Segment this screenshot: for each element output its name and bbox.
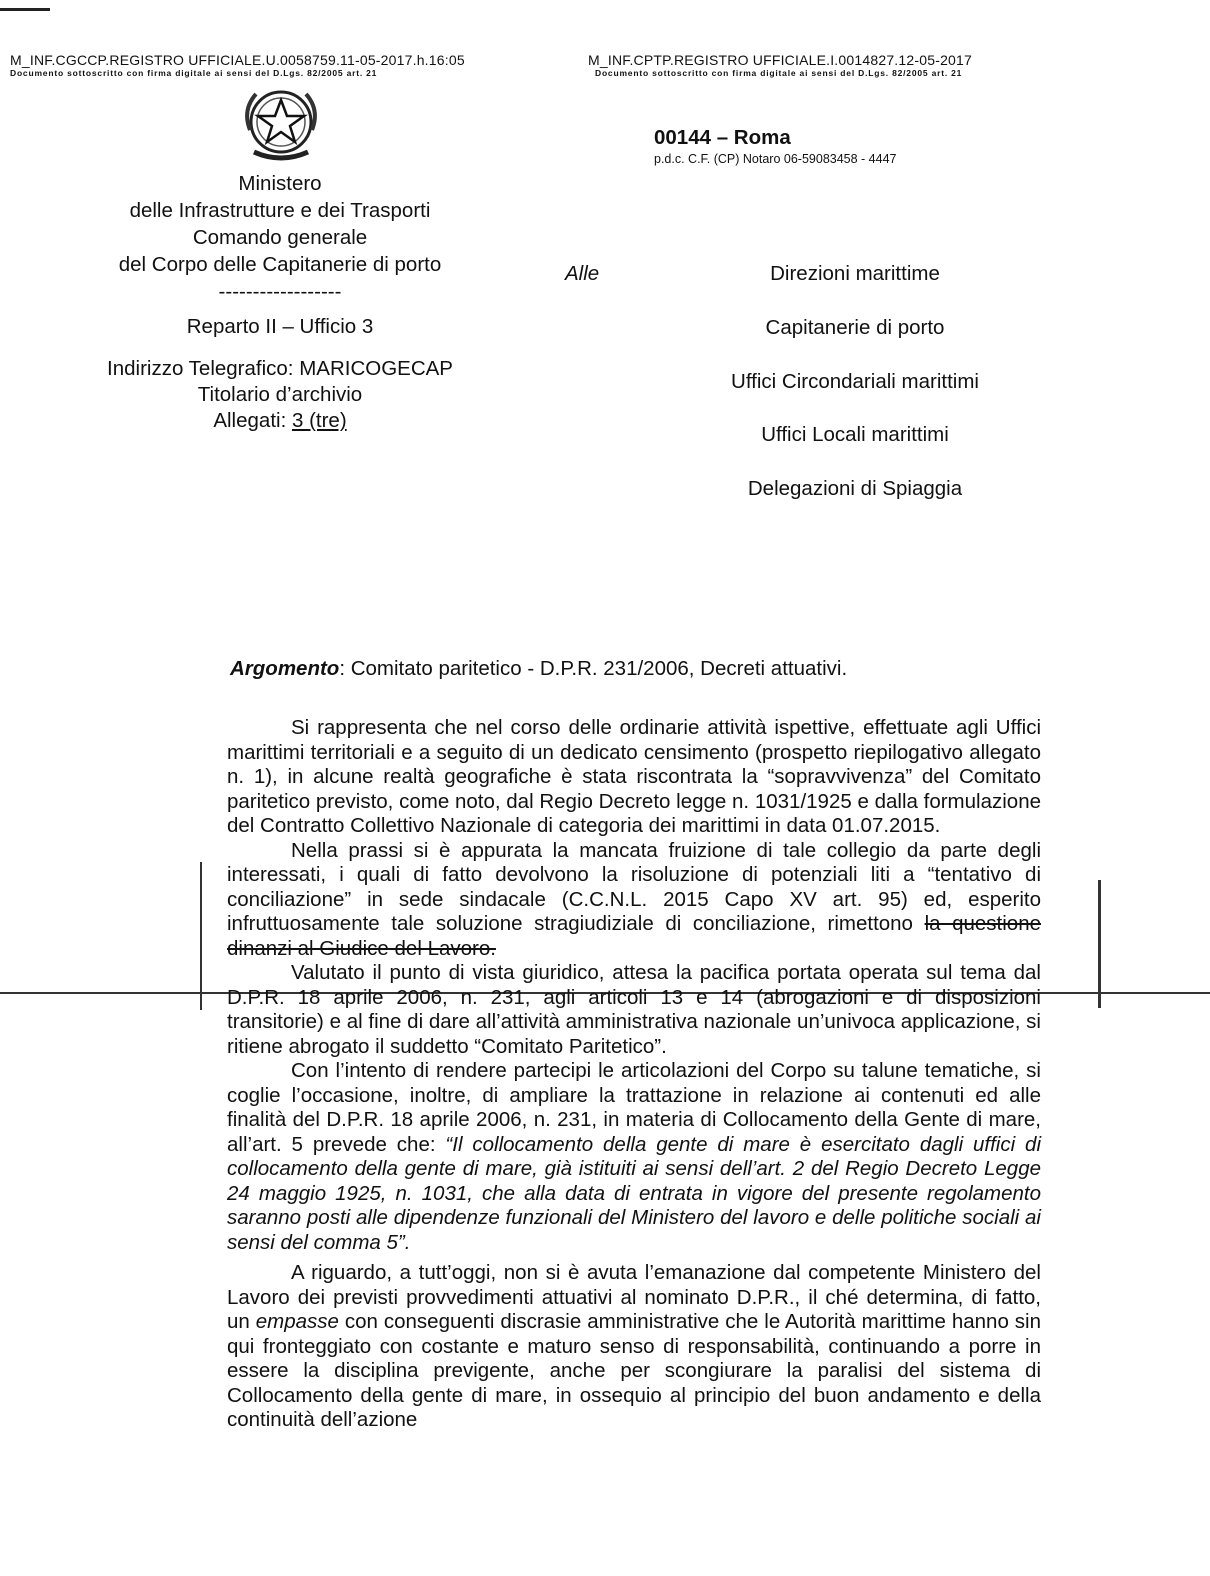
telegraph-address: Indirizzo Telegrafico: MARICOGECAP bbox=[107, 357, 453, 380]
subject-text: : Comitato paritetico - D.P.R. 231/2006, Decreti attuativi. bbox=[339, 657, 848, 680]
body-paragraph-4 bbox=[227, 1059, 1041, 1255]
sender-divider: ------------------ bbox=[218, 280, 342, 303]
sender-details bbox=[60, 356, 500, 434]
letter-body bbox=[227, 716, 1041, 1433]
left-registry-stamp: M_INF.CGCCP.REGISTRO UFFICIALE.U.0058759.11-05-2017.h.16:05 bbox=[10, 52, 465, 68]
city-header: 00144 – Roma bbox=[654, 126, 791, 149]
recipient-item: Uffici Locali marittimi bbox=[761, 423, 949, 446]
ministry-line: Ministero bbox=[238, 172, 322, 195]
right-signature-note: Documento sottoscritto con firma digitale ai sensi del D.Lgs. 82/2005 art. 21 bbox=[595, 68, 963, 78]
body-paragraph-3: Valutato il punto di vista giuridico, attesa la pacifica portata operata sul tema dal D.P.R. 18 aprile 2006, n. 231, agli articoli 13 e 14 (abrogazioni e di disposizioni transitorie) e al fine di dare all’attività amministrativa nazionale un’univoca applicazione, si ritiene abrogato il suddetto “Comitato Paritetico”. bbox=[227, 961, 1041, 1058]
margin-mark-right bbox=[1098, 880, 1101, 1008]
recipients-prefix: Alle bbox=[565, 262, 600, 285]
left-signature-note: Documento sottoscritto con firma digitale ai sensi del D.Lgs. 82/2005 art. 21 bbox=[10, 68, 378, 78]
body-paragraph-2 bbox=[227, 839, 1041, 962]
subject-line bbox=[230, 657, 847, 681]
paragraph-4-text: Con l’intento di rendere partecipi le articolazioni del Corpo su talune tematiche, si coglie l’occasione, inoltre, di ampliare la trattazione in relazione ai contenuti ed alle finalità del D.P.R. 18 aprile 2006, n. 231, in materia di Collocamento della Gente di mare, all’art. 5 prevede che: bbox=[227, 1059, 1041, 1156]
attachments-value: 3 (tre) bbox=[291, 409, 347, 432]
recipient-item: Uffici Circondariali marittimi bbox=[731, 370, 979, 393]
scan-mark bbox=[0, 8, 50, 11]
paragraph-5-italic: empasse bbox=[255, 1310, 339, 1333]
recipient-item: Capitanerie di porto bbox=[765, 316, 945, 339]
ministry-name: delle Infrastrutture e dei Trasporti bbox=[129, 199, 431, 222]
margin-mark-left bbox=[200, 862, 202, 1010]
command-line: Comando generale bbox=[192, 226, 368, 249]
republic-emblem-icon bbox=[236, 80, 326, 168]
recipient-item: Direzioni marittime bbox=[770, 262, 940, 285]
archive-title: Titolario d’archivio bbox=[197, 383, 363, 406]
recipient-item: Delegazioni di Spiaggia bbox=[747, 477, 963, 500]
paragraph-2-struck-text: la questione dinanzi al Giudice del Lavoro. bbox=[227, 912, 1042, 960]
body-paragraph-5 bbox=[227, 1261, 1041, 1433]
sender-block bbox=[60, 170, 500, 340]
paragraph-4-quote: “Il collocamento della gente di mare è esercitato dagli uffici di collocamento della gente di mare, già istituiti ai sensi dell’art. 2 del Regio Decreto Legge 24 maggio 1925, n. 1031, che alla data di entrata in vigore del presente regolamento saranno posti alle dipendenze funzionali del Ministero del lavoro e delle politiche sociali ai sensi del comma 5”. bbox=[227, 1132, 1041, 1254]
point-of-contact: p.d.c. C.F. (CP) Notaro 06-59083458 - 4447 bbox=[654, 152, 897, 166]
paragraph-5-text-a: A riguardo, a tutt’oggi, non si è avuta l’emanazione dal competente Ministero del Lavoro dei previsti provvedimenti attuativi al nominato D.P.R., il ché determina, di fatto, un bbox=[227, 1261, 1041, 1333]
attachments-line bbox=[60, 408, 500, 434]
right-registry-stamp: M_INF.CPTP.REGISTRO UFFICIALE.I.0014827.12-05-2017 bbox=[588, 52, 973, 68]
body-paragraph-1: Si rappresenta che nel corso delle ordinarie attività ispettive, effettuate agli Uffici marittimi territoriali e a seguito di un dedicato censimento (prospetto riepilogativo allegato n. 1), in alcune realtà geografiche è stata riscontrata la “sopravvivenza” del Comitato paritetico previsto, come noto, dal Regio Decreto legge n. 1031/1925 e dalla formulazione del Contratto Collettivo Nazionale di categoria dei marittimi in data 01.07.2015. bbox=[227, 716, 1041, 837]
corps-name: del Corpo delle Capitanerie di porto bbox=[118, 253, 442, 276]
subject-label: Argomento bbox=[230, 657, 340, 680]
paragraph-5-text-b: con conseguenti discrasie amministrative che le Autorità marittime hanno sin qui fronteggiato con costante e maturo senso di responsabilità, continuando a porre in essere la disciplina previgente, anche per scongiurare la paralisi del sistema di Collocamento della gente di mare, in ossequio al principio del buon andamento e della continuità dell’azione bbox=[227, 1310, 1041, 1431]
office-name: Reparto II – Ufficio 3 bbox=[186, 315, 374, 338]
attachments-label: Allegati: bbox=[213, 409, 287, 432]
paragraph-2-text: Nella prassi si è appurata la mancata fruizione di tale collegio da parte degli interessati, i quali di fatto devolvono la risoluzione di potenziali liti a “tentativo di conciliazione” in sede sindacale (C.C.N.L. 2015 Capo XV art. 95) ed, esperito infruttuosamente tale soluzione stragiudiziale di conciliazione, rimettono bbox=[227, 838, 1041, 935]
